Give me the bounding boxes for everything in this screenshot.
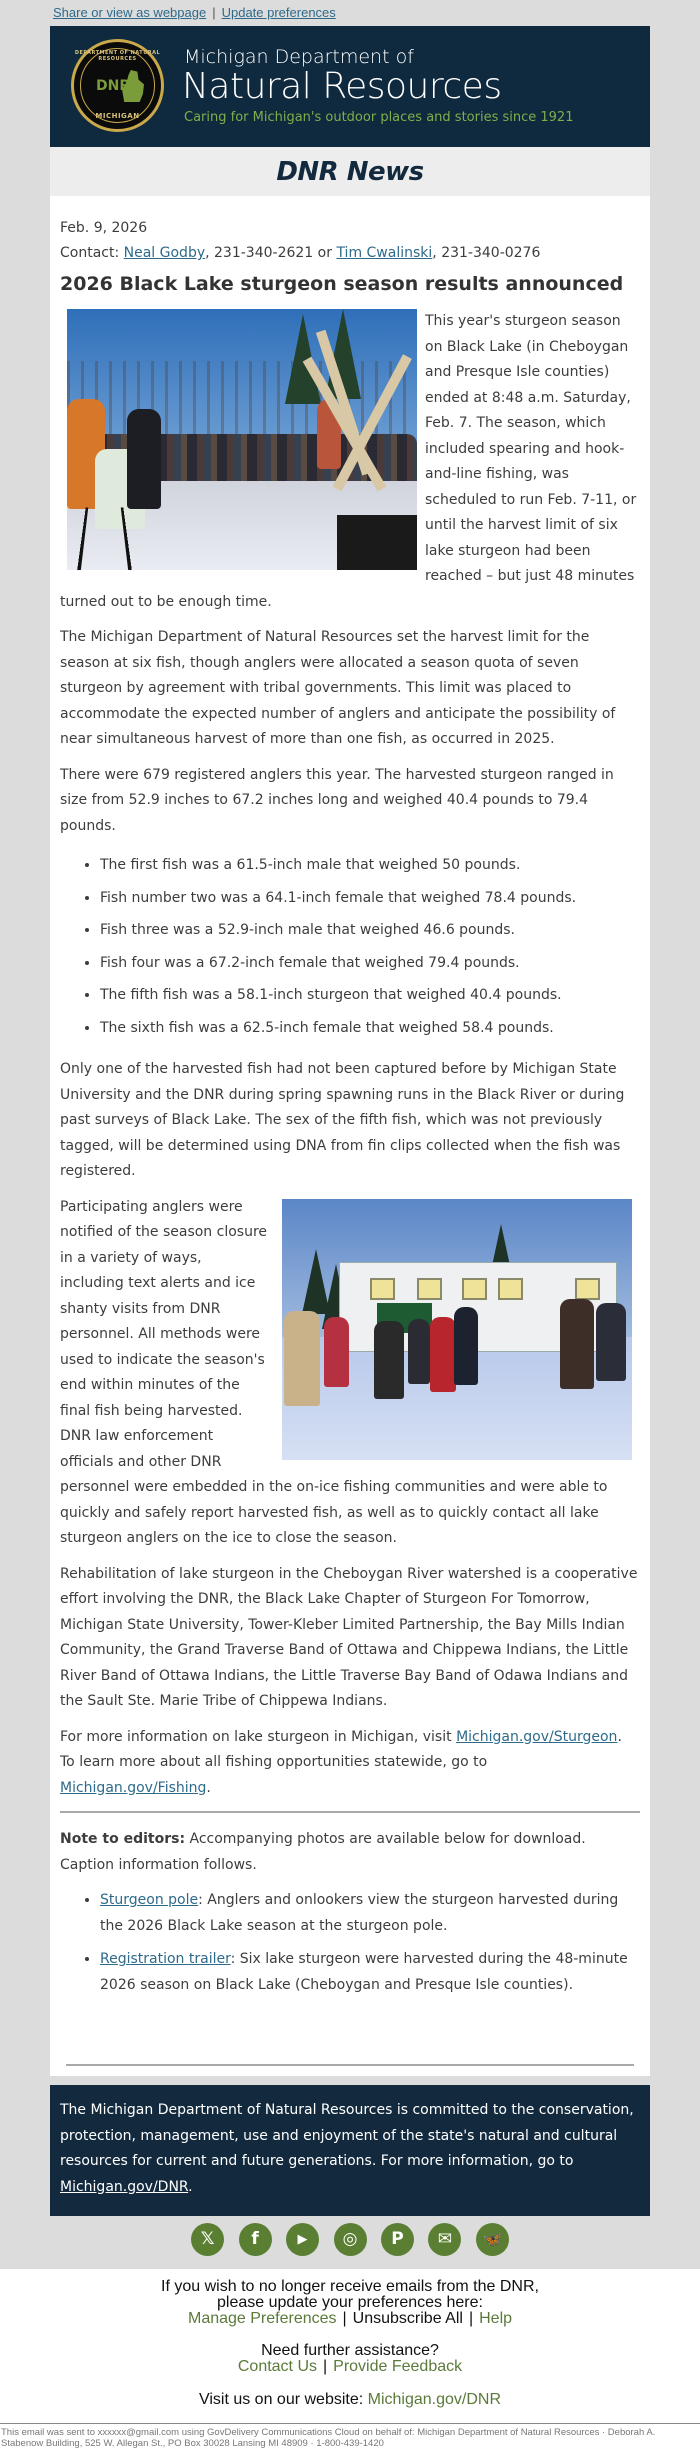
- photo-black-box: [337, 515, 417, 570]
- contact-neal-godby-link[interactable]: Neal Godby: [123, 245, 206, 261]
- more-info-text: For more information on lake sturgeon in Michigan, visit: [60, 1728, 457, 1745]
- photo-person: [127, 409, 161, 509]
- fish-list-item: • Fish number two was a 64.1-inch female that weighed 78.4 pounds.: [100, 886, 640, 912]
- seal-bottom-text: MICHIGAN: [95, 112, 140, 120]
- fish-list-item: • The fifth fish was a 58.1-inch sturgeon that weighed 40.4 pounds.: [100, 983, 640, 1009]
- photo-caption-text: : Six lake sturgeon were harvested during the 48-minute 2026 season on Black Lake (Cheboygan and Presque Isle counties).: [100, 1951, 628, 1993]
- youtube-icon[interactable]: ▶: [286, 2223, 319, 2256]
- michigan-gov-fishing-link[interactable]: Michigan.gov/Fishing: [60, 1779, 207, 1796]
- article-date: Feb. 9, 2026: [60, 220, 148, 236]
- fish-list: [100, 853, 640, 1041]
- article-paragraph-4: Only one of the harvested fish had not been captured before by Michigan State University and the DNR during spring spawning runs in the Black River or during past surveys of Black Lake. The sex of the fifth fish, which was not previously tagged, will be determined using DNA from fin clips collected when the fish was registered.: [60, 1061, 625, 1179]
- trailer-window: [575, 1278, 600, 1300]
- seal-top-text: DEPARTMENT OF NATURAL RESOURCES: [74, 50, 161, 62]
- sturgeon-pole-photo: [67, 309, 417, 570]
- trailer-window: [417, 1278, 442, 1300]
- facebook-icon[interactable]: f: [239, 2223, 272, 2256]
- dnr-seal-logo: [71, 39, 164, 132]
- assistance-links: [0, 2359, 700, 2375]
- photo-person: [374, 1321, 404, 1399]
- photo-captions-list: [100, 1888, 640, 1998]
- pinterest-icon[interactable]: P: [381, 2223, 414, 2256]
- michigan-gov-sturgeon-link[interactable]: Michigan.gov/Sturgeon: [456, 1728, 618, 1745]
- email-icon[interactable]: ✉: [428, 2223, 461, 2256]
- photo-person: [454, 1307, 478, 1385]
- contact-label: Contact:: [60, 245, 124, 261]
- unsubscribe-text-2: please update your preferences here:: [217, 2294, 483, 2311]
- preferences-links: [0, 2311, 700, 2327]
- help-link[interactable]: Help: [479, 2310, 513, 2327]
- article-contact: [60, 241, 640, 266]
- email-container: [50, 26, 650, 2216]
- photo-person: [324, 1317, 349, 1387]
- photo-person: [596, 1303, 626, 1381]
- photo-person: [430, 1317, 456, 1392]
- spacer: [60, 2006, 640, 2064]
- separator: |: [212, 5, 216, 20]
- article-paragraph-1: This year's sturgeon season on Black Lake (in Cheboygan and Presque Isle counties) ended at 8:48 a.m. Saturday, Feb. 7. The season, which included spearing and hook-and-line fishing, was scheduled to run Feb. 7-11, or until the harvest limit of six lake sturgeon had been reached – but just 48 minutes turned out to be enough time.: [60, 313, 637, 610]
- article-body: [50, 196, 650, 2076]
- fish-list-item: • The sixth fish was a 62.5-inch female that weighed 58.4 pounds.: [100, 1016, 640, 1042]
- mission-text: The Michigan Department of Natural Resources is committed to the conservation, protection, management, use and enjoyment of the state's natural and cultural resources for current and future generations. For more information, go to: [60, 2102, 634, 2169]
- registration-trailer-download-link[interactable]: Registration trailer: [100, 1951, 231, 1967]
- photo-person: [408, 1319, 430, 1384]
- separator: |: [323, 2358, 328, 2375]
- article-paragraph-6: Rehabilitation of lake sturgeon in the Cheboygan River watershed is a cooperative effort involving the DNR, the Black Lake Chapter of Sturgeon For Tomorrow, Michigan State University, Tower-Kleber Limited Partnership, the Bay Mills Indian Community, the Grand Traverse Band of Ottawa and Chippewa Indians, the Little River Band of Ottawa Indians, the Little Traverse Bay Band of Odawa Indians and the Sault Ste. Marie Tribe of Chippewa Indians.: [60, 1565, 638, 1709]
- spacer: [0, 2327, 700, 2343]
- fish-list-item: • Fish three was a 52.9-inch male that weighed 46.6 pounds.: [100, 918, 640, 944]
- provide-feedback-link[interactable]: Provide Feedback: [333, 2358, 463, 2375]
- more-info-text: . To learn more about all fishing opportunities statewide, go to: [60, 1728, 622, 1770]
- more-info-text: .: [206, 1779, 211, 1796]
- header-title: Natural Resources: [182, 66, 502, 107]
- photo-person: [284, 1311, 320, 1406]
- note-label: Note to editors:: [60, 1831, 186, 1847]
- dnr-header-banner: [50, 26, 650, 147]
- mission-statement: [50, 2085, 650, 2216]
- separator: |: [468, 2310, 474, 2327]
- mission-text-end: .: [188, 2178, 193, 2195]
- trailer-window: [498, 1278, 523, 1300]
- manage-preferences-link[interactable]: Manage Preferences: [187, 2310, 337, 2327]
- registration-trailer-photo: [282, 1199, 632, 1460]
- contact-tim-cwalinski-link[interactable]: Tim Cwalinski: [336, 245, 433, 261]
- photo-caption-text: : Anglers and onlookers view the sturgeon harvested during the 2026 Black Lake season at the sturgeon pole.: [100, 1892, 619, 1934]
- header-tagline: Caring for Michigan's outdoor places and stories since 1921: [184, 110, 574, 125]
- social-icons-row: [0, 2216, 700, 2266]
- note-to-editors: [60, 1827, 640, 1878]
- photo-tripod: [76, 508, 132, 570]
- photo-person: [560, 1299, 594, 1389]
- assistance-text: Need further assistance?: [261, 2342, 439, 2359]
- seal-dnr-text: DNR: [96, 78, 131, 94]
- article-paragraph-5: Participating anglers were notified of the season closure in a variety of ways, including text alerts and ice shanty visits from DNR personnel. All methods were used to indicate the season's end within minutes of the final fish being harvested. DNR law enforcement officials and other DNR personnel were embedded in the on-ice fishing communities and were able to quickly and safely report harvested fish, as well as to quickly contact all lake sturgeon anglers on the ice to close the season.: [60, 1198, 608, 1546]
- bluesky-icon[interactable]: 🦋: [476, 2223, 509, 2256]
- unsubscribe-all-link[interactable]: Unsubscribe All: [352, 2310, 463, 2327]
- visit-label: Visit us on our website:: [198, 2391, 368, 2408]
- dnr-news-bar: [50, 147, 650, 196]
- fish-list-item: • The first fish was a 61.5-inch male that weighed 50 pounds.: [100, 853, 640, 879]
- trailer-window: [370, 1278, 395, 1300]
- x-icon[interactable]: 𝕏: [191, 2223, 224, 2256]
- fine-print: This email was sent to xxxxxx@gmail.com using GovDelivery Communications Cloud on behalf of: Michigan Department of Natural Resources · Deborah A. Stabenow Building, 525 W. Allegan St., PO Box 30028 Lansing MI 48909 · 1-800-439-1420: [0, 2423, 700, 2449]
- sturgeon-pole-download-link[interactable]: Sturgeon pole: [100, 1892, 199, 1908]
- visit-website: [0, 2391, 700, 2409]
- photo-caption-item: [100, 1947, 640, 1998]
- email-footer: [0, 2269, 700, 2461]
- update-preferences-link[interactable]: Update preferences: [221, 5, 336, 20]
- section-divider: [60, 1811, 640, 1813]
- photo-caption-item: [100, 1888, 640, 1939]
- note-text: Accompanying photos are available below for download. Caption information follows.: [60, 1831, 586, 1873]
- top-links-bar: [0, 0, 700, 26]
- article-paragraph-2: The Michigan Department of Natural Resources set the harvest limit for the season at six fish, though anglers were allocated a season quota of seven sturgeon by agreement with tribal governments. This limit was placed to accommodate the expected number of anglers and anticipate the possibility of near simultaneous harvest of more than one fish, as occurred in 2025.: [60, 629, 616, 747]
- article-paragraph-7: [60, 1725, 640, 1802]
- fish-list-item: • Fish four was a 67.2-inch female that weighed 79.4 pounds.: [100, 951, 640, 977]
- photo-pine-tree: [285, 314, 321, 404]
- share-webpage-link[interactable]: Share or view as webpage: [53, 5, 207, 20]
- contact-phone1: , 231-340-2621 or: [205, 245, 337, 261]
- michigan-gov-dnr-link[interactable]: Michigan.gov/DNR: [60, 2178, 189, 2195]
- article-title: 2026 Black Lake sturgeon season results announced: [60, 273, 624, 295]
- dnr-news-title: DNR News: [276, 157, 424, 187]
- contact-phone2: , 231-340-0276: [432, 245, 541, 261]
- instagram-icon[interactable]: ◎: [334, 2223, 367, 2256]
- contact-us-link[interactable]: Contact Us: [237, 2358, 317, 2375]
- bottom-divider: [66, 2064, 634, 2066]
- unsubscribe-text-1: If you wish to no longer receive emails from the DNR,: [161, 2278, 539, 2295]
- header-line1: Michigan Department of: [184, 46, 414, 68]
- visit-michigan-gov-dnr-link[interactable]: Michigan.gov/DNR: [367, 2391, 502, 2408]
- trailer-window: [462, 1278, 487, 1300]
- article-paragraph-3: There were 679 registered anglers this year. The harvested sturgeon ranged in size from 52.9 inches to 67.2 inches long and weighed 40.4 pounds to 79.4 pounds.: [60, 766, 614, 834]
- separator: |: [342, 2310, 347, 2327]
